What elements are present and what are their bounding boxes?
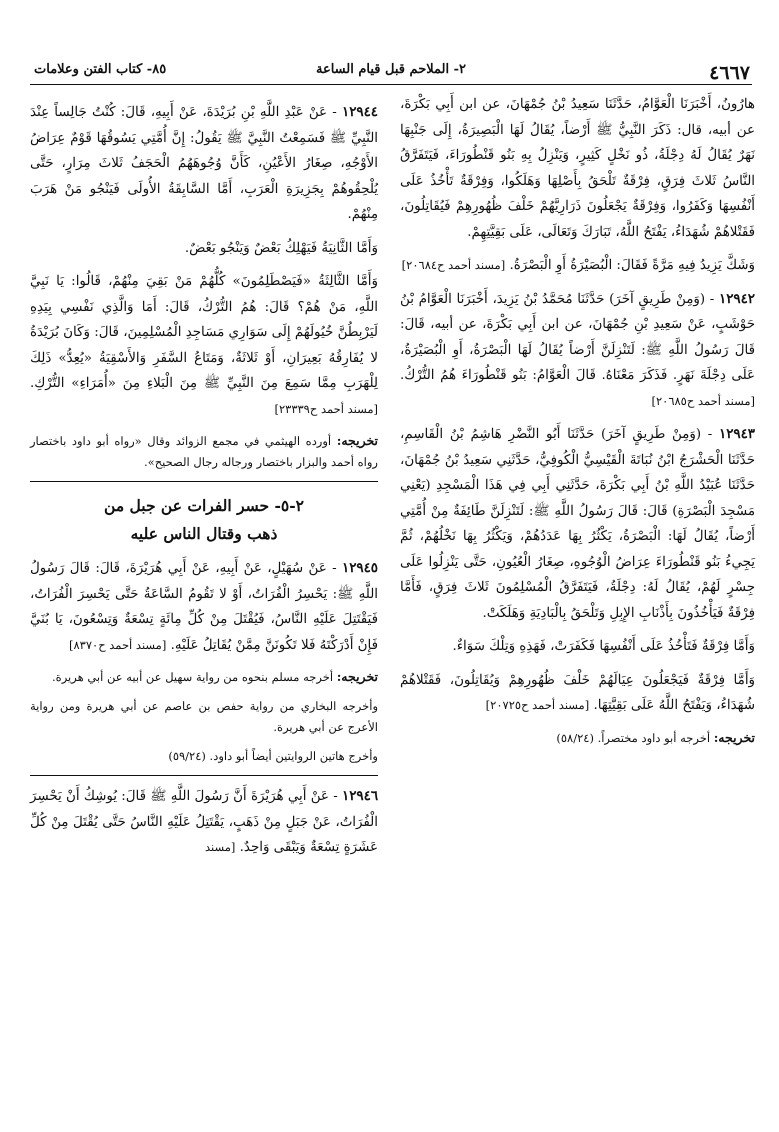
- hadith-number: ١٢٩٤٤: [342, 104, 378, 120]
- body-paragraph: [400, 253, 755, 279]
- body-paragraph: [30, 236, 378, 262]
- hadith-number: ١٢٩٤٥: [342, 560, 378, 576]
- hadith-number: ١٢٩٤٦: [342, 788, 379, 804]
- hadith-text: وأخرجه البخاري من رواية حفص بن عاصم عن أبي هريرة ومن رواية الأعرج عن أبي هريرة.: [30, 699, 378, 734]
- right-column: [400, 92, 755, 749]
- takhrij-note: [30, 430, 378, 473]
- hadith-entry: ١٢٩٤٤ - عَنْ عَبْدِ اللَّهِ بْنِ بُرَيْدَةَ، عَنْ أَبِيهِ، قَالَ: كُنْتُ جَالِساً عِنْدَ النَّبِيِّ ﷺ فَسَمِعْتُ النَّبِيَّ ﷺ يَقُولُ: إِنَّ أُمَّتِي يَسُوقُهَا قَوْمٌ عِرَاضُ الأَوْجُهِ، صِغَارُ الأَعْيُنِ، كَأَنَّ وُجُوهَهُمُ الْحَجَفُ ثَلاثَ مِرَارٍ، حَتَّى يُلْحِقُوهُمْ بِجَزِيرَةِ الْعَرَبِ، أَمَّا السَّابِقَةُ الأُولَى فَيَنْجُو مَنْ هَرَبَ مِنْهُمْ.: [30, 104, 378, 222]
- hadith-text: أخرجه أبو داود مختصراً. (٥٨/٢٤): [556, 730, 711, 745]
- hadith-text: وَأَمَّا فِرْقَةٌ فَتَأْخُذُ عَلَى أَنْفُسِهَا فَكَفَرَتْ، فَهَذِهِ وَتِلْكَ سَوَاءٌ.: [452, 639, 755, 654]
- running-title: ٢- الملاحم قبل قيام الساعة: [315, 62, 466, 77]
- takhrij-note: [30, 696, 378, 738]
- body-paragraph: [30, 269, 378, 422]
- takhrij-label: تخريجه:: [336, 433, 379, 448]
- hadith-text: وَأَمَّا الثَّالِثَةُ «فَيَصْطَلِمُونَ» كُلُّهُمْ مَنْ بَقِيَ مِنْهُمْ، قَالُوا: يَا نَبِيَّ اللَّهِ، مَنْ هُمْ؟ قَالَ: هُمُ التُّرْكُ، قَالَ: أَمَا وَالَّذِي نَفْسِي بِيَدِهِ لَيَرْبِطُنَّ خُيُولَهُمْ إِلَى سَوَارِي مَسَاجِدِ الْمُسْلِمِينَ، قَالَ: وَكَانَ بُرَيْدَةُ لا يُفَارِقُهُ بَعِيرَانِ، أَوْ ثَلاثَةٌ، وَمَتَاعُ السَّفَرِ وَالأَسْقِيَةُ «يُعِدُّ» ذَلِكَ لِلْهَرَبِ مِمَّا سَمِعَ مِنَ النَّبِيِّ ﷺ مِنَ الْبَلاءِ مِنَ «أُمَرَاءِ» التُّرْكِ.: [30, 274, 378, 391]
- chapter-heading-line: ٢-٥- حسر الفرات عن جبل من: [104, 496, 304, 515]
- hadith-text: وَأَمَّا الثَّانِيَةُ فَيَهْلِكُ بَعْضٌ وَيَنْجُو بَعْضٌ.: [184, 240, 378, 256]
- source-reference: [مسند: [204, 840, 236, 854]
- takhrij-note: [400, 727, 755, 749]
- hadith-entry: ١٢٩٤٦ - عَنْ أَبِي هُرَيْرَةَ أَنَّ رَسُولَ اللَّهِ ﷺ قَالَ: يُوشِكُ أَنْ يَحْسِرَ الْفُرَاتُ، عَنْ جَبَلٍ مِنْ ذَهَبٍ، يَقْتَتِلُ عَلَيْهِ النَّاسُ حَتَّى يُقْتَلَ مِنْ كُلِّ عَشَرَةٍ تِسْعَةٌ وَيَبْقَى وَاحِدٌ. [مسند: [30, 788, 379, 855]
- takhrij-note: [30, 666, 378, 688]
- source-reference: [مسند أحمد ح٢٣٣٣٩]: [274, 401, 378, 416]
- hadith-text: (وَمِنْ طَرِيقٍ آخَرَ) حَدَّثَنَا أَبُو النَّضْرِ هَاشِمُ بْنُ الْقَاسِمِ، حَدَّثَنَا الْحَشْرَجُ ابْنُ نُبَاتَةَ الْقَيْسِيُّ الْكُوفِيُّ، حَدَّثَنِي سَعِيدُ بْنُ جُمْهَانَ، حَدَّثَنَا عُبَيْدُ اللَّهِ بْنُ أَبِي بَكْرَةَ، حَدَّثَنِي أَبِي فِي هَذَا الْمَسْجِدِ (يَعْنِي مَسْجِدَ الْبَصْرَةِ) قَالَ: قَالَ رَسُولُ اللَّهِ ﷺ: لَتَنْزِلَنَّ طَائِفَةٌ مِنْ أُمَّتِي أَرْضاً، يُقَالُ لَهَا: الْبَصْرَةُ، يَكْثُرُ بِهَا عَدَدُهُمْ، وَيَكْثُرُ بِهَا نَخْلُهُمْ، ثُمَّ يَجِيءُ بَنُو قَنْطُورَاءَ عِرَاضُ الْوُجُوهِ، صِغَارُ الْعُيُونِ، حَتَّى يَنْزِلُوا عَلَى جِسْرٍ لَهُمْ، يُقَالُ لَهُ: دِجْلَةُ، فَيَتَفَرَّقُ الْمُسْلِمُونَ ثَلاثَ فِرَقٍ، فَأَمَّا فِرْقَةٌ فَيَأْخُذُونَ بِأَذْنَابِ الإِبِلِ وَتَلْحَقُ بِالْبَادِيَةِ وَهَلَكَتْ.: [400, 427, 755, 621]
- takhrij-note: [30, 746, 378, 767]
- source-reference: [مسند أحمد ح٢٠٦٨٤]: [401, 258, 506, 272]
- hadith-entry: ١٢٩٤٣ - (وَمِنْ طَرِيقٍ آخَرَ) حَدَّثَنَا أَبُو النَّضْرِ هَاشِمُ بْنُ الْقَاسِمِ، حَدَّثَنَا الْحَشْرَجُ ابْنُ نُبَاتَةَ الْقَيْسِيُّ الْكُوفِيُّ، حَدَّثَنِي سَعِيدُ بْنُ جُمْهَانَ، حَدَّثَنَا عُبَيْدُ اللَّهِ بْنُ أَبِي بَكْرَةَ، حَدَّثَنِي أَبِي فِي هَذَا الْمَسْجِدِ (يَعْنِي مَسْجِدَ الْبَصْرَةِ) قَالَ: قَالَ رَسُولُ اللَّهِ ﷺ: لَتَنْزِلَنَّ طَائِفَةٌ مِنْ أُمَّتِي أَرْضاً، يُقَالُ لَهَا: الْبَصْرَةُ، يَكْثُرُ بِهَا عَدَدُهُمْ، وَيَكْثُرُ بِهَا نَخْلُهُمْ، ثُمَّ يَجِيءُ بَنُو قَنْطُورَاءَ عِرَاضُ الْوُجُوهِ، صِغَارُ الْعُيُونِ، حَتَّى يَنْزِلُوا عَلَى جِسْرٍ لَهُمْ، يُقَالُ لَهُ: دِجْلَةُ، فَيَتَفَرَّقُ الْمُسْلِمُونَ ثَلاثَ فِرَقٍ، فَأَمَّا فِرْقَةٌ فَيَأْخُذُونَ بِأَذْنَابِ الإِبِلِ وَتَلْحَقُ بِالْبَادِيَةِ وَهَلَكَتْ.: [400, 426, 755, 621]
- hadith-text: وأخرج هاتين الروايتين أيضاً أبو داود. (٥٩/٢٤): [168, 749, 378, 763]
- hadith-text: وَشَكَّ يَزِيدُ فِيهِ مَرَّةً فَقَالَ: الْبُصَيْرَةُ أَوِ الْبَصْرَةُ.: [509, 258, 755, 273]
- page-number: ٤٦٦٧: [709, 62, 750, 84]
- body-paragraph: [400, 92, 755, 245]
- body-paragraph: [400, 668, 755, 719]
- hadith-entry: ١٢٩٤٢ - (وَمِنْ طَرِيقٍ آخَرَ) حَدَّثَنَا مُحَمَّدُ بْنُ يَزِيدَ، أَخْبَرَنَا الْعَوَّامُ بْنُ حَوْشَبٍ، عَنْ سَعِيدِ بْنِ جُمْهَانَ، عن ابن أَبِي بَكْرَةَ، عن أبيه، قَالَ: قَالَ رَسُولُ اللَّهِ ﷺ: لَتَنْزِلَنَّ أَرْضاً يُقَالُ لَهَا الْبَصْرَةُ، أَوِ الْبُصَيْرَةُ، عَلَى دِجْلَةَ نَهَرٍ. فَذَكَرَ مَعْنَاهُ. قَالَ الْعَوَّامُ: بَنُو قَنْطُورَاءَ هُمُ التُّرْكُ. [مسند أحمد ح٢٠٦٨٥]: [400, 290, 755, 408]
- source-reference: [مسند أحمد ح٢٠٦٨٥]: [651, 393, 755, 408]
- book-title: ٨٥- كتاب الفتن وعلامات: [34, 62, 167, 77]
- section-divider: [30, 775, 378, 776]
- left-column: [30, 92, 378, 861]
- chapter-heading-line: ذهب وقتال الناس عليه: [130, 524, 278, 543]
- source-reference: [مسند أحمد ح٢٠٧٢٥]: [485, 698, 590, 712]
- section-divider: [30, 481, 378, 482]
- body-paragraph: [400, 634, 755, 660]
- takhrij-label: تخريجه:: [713, 729, 755, 745]
- header-rule: [30, 84, 752, 85]
- hadith-text: هارُونُ، أَخْبَرَنَا الْعَوَّامُ، حَدَّثَنَا سَعِيدُ بْنُ جُمْهَانَ، عن ابن أَبِي بَكْرَةَ، عن أبيه، قال: ذَكَرَ النَّبِيُّ ﷺ أَرْضاً، يُقَالُ لَهَا الْبَصِيرَةُ، إِلَى جَنْبِهَا نَهَرٌ يُقَالُ لَهُ دِجْلَةُ، ذُو نَخْلٍ كَثِيرٍ، وَيَنْزِلُ بِهِ بَنُو قَنْطُورَاءَ، فَيَتَفَرَّقُ النَّاسُ ثَلاثَ فِرَقٍ، فِرْقَةٌ تَلْحَقُ بِأَصْلِهَا وَهَلَكُوا، وَفِرْقَةٌ تَأْخُذُ عَلَى أَنْفُسِهَا وَكَفَرُوا، وَفِرْقَةٌ يَجْعَلُونَ ذَرَارِيَّهُمْ خَلْفَ ظُهُورِهِمْ فَيُقَاتِلُونَ، فَقَتْلاهُمْ شُهَدَاءُ، يَفْتَحُ اللَّهُ، تَبَارَكَ وَتَعَالَى، عَلَى بَقِيَّتِهِمْ.: [400, 97, 755, 240]
- hadith-number: ١٢٩٤٣: [719, 426, 755, 442]
- hadith-text: وَأَمَّا فِرْقَةٌ فَيَجْعَلُونَ عِيَالَهُمْ خَلْفَ ظُهُورِهِمْ وَيُقَاتِلُونَ، فَقَتْلاهُمْ شُهَدَاءُ، وَيَفْتَحُ اللَّهُ عَلَى بَقِيَّتِهَا.: [400, 672, 755, 713]
- takhrij-label: تخريجه:: [336, 669, 378, 684]
- hadith-text: عَنْ عَبْدِ اللَّهِ بْنِ بُرَيْدَةَ، عَنْ أَبِيهِ، قَالَ: كُنْتُ جَالِساً عِنْدَ النَّبِيِّ ﷺ فَسَمِعْتُ النَّبِيَّ ﷺ يَقُولُ: إِنَّ أُمَّتِي يَسُوقُهَا قَوْمٌ عِرَاضُ الأَوْجُهِ، صِغَارُ الأَعْيُنِ، كَأَنَّ وُجُوهَهُمُ الْحَجَفُ ثَلاثَ مِرَارٍ، حَتَّى يُلْحِقُوهُمْ بِجَزِيرَةِ الْعَرَبِ، أَمَّا السَّابِقَةُ الأُولَى فَيَنْجُو مَنْ هَرَبَ مِنْهُمْ.: [30, 105, 378, 222]
- hadith-number: ١٢٩٤٢: [719, 290, 755, 307]
- hadith-entry: ١٢٩٤٥ - عَنْ سُهَيْلٍ، عَنْ أَبِيهِ، عَنْ أَبِي هُرَيْرَةَ، قَالَ: قَالَ رَسُولُ اللَّهِ ﷺ: يَحْسِرُ الْفُرَاتُ، أَوْ لا تَقُومُ السَّاعَةُ حَتَّى يَحْسِرَ الْفُرَاتُ، فَيَقْتَتِلَ عَلَيْهِ النَّاسُ، فَيُقْتَلَ مِنْ كُلِّ مِائَةٍ تِسْعَةٌ وَتِسْعُونَ، يَا بُنَيَّ فَإِنْ أَدْرَكْتَهُ فَلا تَكُونَنَّ مِمَّنْ يُقَاتِلُ عَلَيْهِ. [مسند أحمد ح٨٣٧٠]: [30, 560, 378, 653]
- hadith-text: أورده الهيثمي في مجمع الزوائد وقال «رواه أبو داود باختصار رواه أحمد والبزار باختصار ورجاله رجال الصحيح».: [30, 434, 378, 469]
- chapter-heading: [30, 492, 378, 548]
- source-reference: [مسند أحمد ح٨٣٧٠]: [68, 637, 167, 652]
- hadith-text: أخرجه مسلم بنحوه من رواية سهيل عن أبيه عن أبي هريرة.: [52, 670, 334, 684]
- hadith-text: عَنْ أَبِي هُرَيْرَةَ أَنَّ رَسُولَ اللَّهِ ﷺ قَالَ: يُوشِكُ أَنْ يَحْسِرَ الْفُرَاتُ، عَنْ جَبَلٍ مِنْ ذَهَبٍ، يَقْتَتِلُ عَلَيْهِ النَّاسُ حَتَّى يُقْتَلَ مِنْ كُلِّ عَشَرَةٍ تِسْعَةٌ وَيَبْقَى وَاحِدٌ.: [30, 789, 378, 855]
- hadith-text: (وَمِنْ طَرِيقٍ آخَرَ) حَدَّثَنَا مُحَمَّدُ بْنُ يَزِيدَ، أَخْبَرَنَا الْعَوَّامُ بْنُ حَوْشَبٍ، عَنْ سَعِيدِ بْنِ جُمْهَانَ، عن ابن أَبِي بَكْرَةَ، عن أبيه، قَالَ: قَالَ رَسُولُ اللَّهِ ﷺ: لَتَنْزِلَنَّ أَرْضاً يُقَالُ لَهَا الْبَصْرَةُ، أَوِ الْبُصَيْرَةُ، عَلَى دِجْلَةَ نَهَرٍ. فَذَكَرَ مَعْنَاهُ. قَالَ الْعَوَّامُ: بَنُو قَنْطُورَاءَ هُمُ التُّرْكُ.: [400, 291, 755, 383]
- hadith-text: عَنْ سُهَيْلٍ، عَنْ أَبِيهِ، عَنْ أَبِي هُرَيْرَةَ، قَالَ: قَالَ رَسُولُ اللَّهِ ﷺ: يَحْسِرُ الْفُرَاتُ، أَوْ لا تَقُومُ السَّاعَةُ حَتَّى يَحْسِرَ الْفُرَاتُ، فَيَقْتَتِلَ عَلَيْهِ النَّاسُ، فَيُقْتَلَ مِنْ كُلِّ مِائَةٍ تِسْعَةٌ وَتِسْعُونَ، يَا بُنَيَّ فَإِنْ أَدْرَكْتَهُ فَلا تَكُونَنَّ مِمَّنْ يُقَاتِلُ عَلَيْهِ.: [30, 561, 378, 653]
